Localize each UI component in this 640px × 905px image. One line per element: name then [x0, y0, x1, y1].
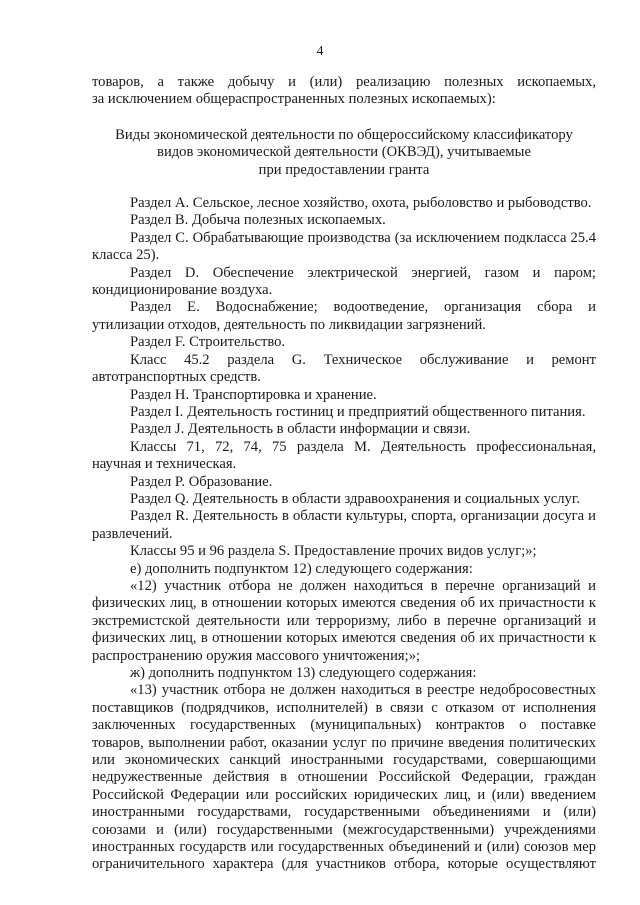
section-h: Раздел H. Транспортировка и хранение. [130, 386, 377, 403]
intro-line-2: за исключением общераспространенных полезных ископаемых): [92, 91, 496, 108]
amendment-e-intro: е) дополнить подпунктом 12) следующего содержания: [130, 560, 473, 577]
page-number: 4 [316, 44, 324, 59]
amendment-zh-text: «13) участник отбора не должен находиться в реестре недобросовестных поставщиков (подрядчиков, исполнителей) в связи с отказом от исполнения заключенных государственных (муниципальных) контрактов о поставке товаров, выполнении работ, оказании услуг по причине введения политических или экономических санкций иностранными государствами, совершающими недружественные действия в отношении Российской Федерации, граждан Российской Федерации или российских юридических лиц, и (или) введением иностранными государствами, государственными объединениями и (или) союзами и (или) государственными (межгосударственными) учреждениями иностранных государств или государственных объединений и (или) союзов мер ограничительного характера (для участников отбора, которые осуществляют [92, 682, 596, 873]
section-m-classes: Классы 71, 72, 74, 75 раздела M. Деятельность профессиональная, научная и техническая. [92, 438, 596, 473]
heading-line-1: Виды экономической деятельности по общероссийскому классификатору [115, 126, 573, 143]
intro-line-1: товаров, а также добычу и (или) реализацию полезных ископаемых, [92, 74, 596, 90]
amendment-e-text: «12) участник отбора не должен находиться в перечне организаций и физических лиц, в отношении которых имеются сведения об их причастности к экстремистской деятельности или терроризму, либо в перечне организаций и физических лиц, в отношении которых имеются сведения об их причастности к распространению оружия массового уничтожения;»; [92, 577, 596, 664]
document-body [92, 74, 596, 874]
section-a: Раздел A. Сельское, лесное хозяйство, охота, рыболовство и рыбоводство. [130, 195, 592, 212]
section-e: Раздел E. Водоснабжение; водоотведение, организация сбора и утилизации отходов, деятельность по ликвидации загрязнений. [92, 299, 596, 333]
section-i: Раздел I. Деятельность гостиниц и предприятий общественного питания. [130, 403, 586, 420]
section-d: Раздел D. Обеспечение электрической энергией, газом и паром; кондиционирование воздуха. [92, 264, 596, 299]
section-c: Раздел C. Обрабатывающие производства (за исключением подкласса 25.4 класса 25). [92, 229, 596, 264]
amendment-zh-intro: ж) дополнить подпунктом 13) следующего содержания: [130, 665, 477, 681]
section-p: Раздел P. Образование. [130, 473, 273, 490]
section-q: Раздел Q. Деятельность в области здравоохранения и социальных услуг. [130, 490, 580, 507]
heading-line-2: видов экономической деятельности (ОКВЭД), учитываемые [157, 144, 531, 161]
heading-line-3: при предоставлении гранта [258, 161, 430, 178]
section-j: Раздел J. Деятельность в области информации и связи. [130, 421, 471, 438]
section-f: Раздел F. Строительство. [130, 334, 286, 351]
section-s-classes: Классы 95 и 96 раздела S. Предоставление прочих видов услуг;»; [130, 543, 537, 560]
section-g-class: Класс 45.2 раздела G. Техническое обслуживание и ремонт автотранспортных средств. [92, 351, 596, 386]
section-r: Раздел R. Деятельность в области культуры, спорта, организации досуга и развлечений. [92, 508, 596, 542]
section-b: Раздел B. Добыча полезных ископаемых. [130, 212, 386, 229]
